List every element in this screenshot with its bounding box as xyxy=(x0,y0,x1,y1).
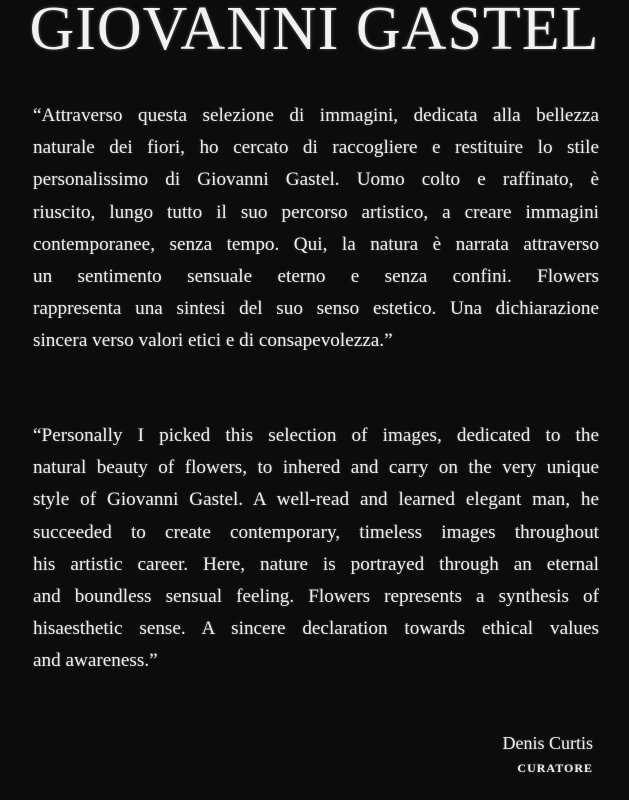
italian-quote-line: personalissimo di Giovanni Gastel. Uomo colto e raffinato, è xyxy=(33,169,599,191)
english-quote-line: his artistic career. Here, nature is portrayed through an eternal xyxy=(33,553,599,575)
signature-name: Denis Curtis xyxy=(502,733,593,753)
italian-quote-line: un sentimento sensuale eterno e senza confini. Flowers xyxy=(33,266,599,288)
italian-quote-line: naturale dei fiori, ho cercato di raccogliere e restituire lo stile xyxy=(33,137,599,159)
english-quote-line: and awareness.” xyxy=(33,650,158,672)
signature-role: CURATORE xyxy=(517,761,593,775)
italian-quote-line: “Attraverso questa selezione di immagini, dedicata alla bellezza xyxy=(33,105,599,126)
english-quote-line: “Personally I picked this selection of images, dedicated to the xyxy=(33,425,599,446)
english-quote-line: style of Giovanni Gastel. A well-read and learned elegant man, he xyxy=(33,489,599,511)
english-quote-line: succeeded to create contemporary, timeless images throughout xyxy=(33,521,599,543)
english-quote xyxy=(33,420,599,678)
italian-quote-line: riuscito, lungo tutto il suo percorso artistico, a creare immagini xyxy=(33,201,599,223)
english-quote-line: and boundless sensual feeling. Flowers represents a synthesis of xyxy=(33,586,599,608)
page-title: GIOVANNI GASTEL xyxy=(29,0,600,63)
english-quote-line: hisaesthetic sense. A sincere declaration towards ethical values xyxy=(33,618,599,640)
italian-quote-line: rappresenta una sintesi del suo senso estetico. Una dichiarazione xyxy=(33,298,599,320)
english-quote-line: natural beauty of flowers, to inhered and carry on the very unique xyxy=(33,457,599,479)
italian-quote xyxy=(33,100,599,358)
italian-quote-line: sincera verso valori etici e di consapevolezza.” xyxy=(33,330,393,352)
italian-quote-line: contemporanee, senza tempo. Qui, la natura è narrata attraverso xyxy=(33,233,599,255)
